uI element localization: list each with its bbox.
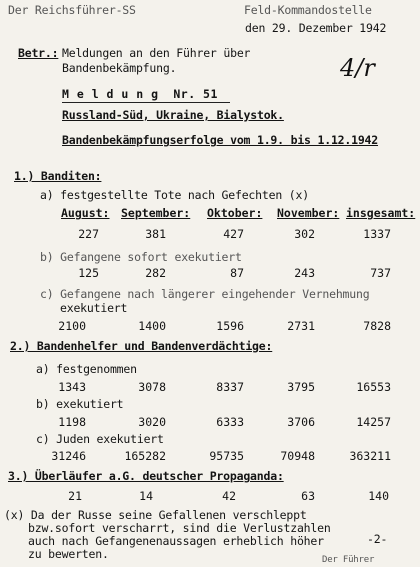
s2c-september: 165282 bbox=[124, 449, 166, 463]
page-number: -2- bbox=[367, 532, 388, 546]
s1a-oktober: 427 bbox=[223, 227, 244, 241]
section-1c-label-1: c) Gefangene nach längerer eingehender Vernehmung bbox=[40, 287, 370, 301]
report-period: Bandenbekämpfungserfolge vom 1.9. bis 1.12.1942 bbox=[62, 133, 379, 147]
s2c-august: 31246 bbox=[51, 449, 86, 463]
s3-september: 14 bbox=[139, 489, 153, 503]
bottom-right-fragment: Der Führer bbox=[322, 555, 375, 565]
s2b-august: 1198 bbox=[58, 415, 86, 429]
column-insgesamt: insgesamt: bbox=[346, 206, 416, 220]
s1b-november: 243 bbox=[294, 266, 315, 280]
s1b-september: 282 bbox=[145, 266, 166, 280]
s1b-oktober: 87 bbox=[230, 266, 244, 280]
s1c-oktober: 1596 bbox=[216, 319, 244, 333]
column-september: September: bbox=[121, 206, 191, 220]
section-1b-label: b) Gefangene sofort exekutiert bbox=[40, 250, 242, 264]
section-1-title: 1.) Banditen: bbox=[14, 169, 102, 183]
s2c-insgesamt: 363211 bbox=[349, 449, 391, 463]
s1a-september: 381 bbox=[145, 227, 166, 241]
report-title-underline bbox=[62, 102, 230, 103]
s1a-august: 227 bbox=[78, 227, 99, 241]
s3-august: 21 bbox=[68, 489, 82, 503]
s2c-oktober: 95735 bbox=[209, 449, 244, 463]
s2a-oktober: 8337 bbox=[216, 380, 244, 394]
section-3-title: 3.) Überläufer a.G. deutscher Propaganda: bbox=[8, 469, 284, 483]
s1b-insgesamt: 737 bbox=[370, 266, 391, 280]
section-1a-label: a) festgestellte Tote nach Gefechten (x) bbox=[40, 188, 309, 202]
column-august: August: bbox=[61, 206, 110, 220]
place-line: Feld-Kommandostelle bbox=[244, 3, 372, 17]
s2a-september: 3078 bbox=[138, 380, 166, 394]
s1c-august: 2100 bbox=[58, 319, 86, 333]
section-1c-label-2: exekutiert bbox=[60, 301, 128, 315]
s1c-september: 1400 bbox=[138, 319, 166, 333]
s3-november: 63 bbox=[301, 489, 315, 503]
subject-line-1: Meldungen an den Führer über bbox=[62, 46, 251, 60]
subject-line-2: Bandenbekämpfung. bbox=[62, 61, 177, 75]
footnote-line-4: zu bewerten. bbox=[28, 547, 109, 561]
s2b-oktober: 6333 bbox=[216, 415, 244, 429]
s3-oktober: 42 bbox=[222, 489, 236, 503]
s1b-august: 125 bbox=[78, 266, 99, 280]
s1a-insgesamt: 1337 bbox=[363, 227, 391, 241]
s2a-august: 1343 bbox=[58, 380, 86, 394]
footnote-line-3: auch nach Gefangenenaussagen erheblich höher bbox=[28, 534, 324, 548]
column-oktober: Oktober: bbox=[207, 206, 263, 220]
report-title: M e l d u n g Nr. 51 bbox=[62, 87, 218, 101]
s2b-september: 3020 bbox=[138, 415, 166, 429]
section-2a-label: a) festgenommen bbox=[36, 362, 137, 376]
s2a-november: 3795 bbox=[287, 380, 315, 394]
subject-label: Betr.: bbox=[18, 46, 59, 60]
s1a-november: 302 bbox=[294, 227, 315, 241]
s2b-insgesamt: 14257 bbox=[356, 415, 391, 429]
s2b-november: 3706 bbox=[287, 415, 315, 429]
sender-line: Der Reichsführer-SS bbox=[8, 3, 136, 17]
section-2c-label: c) Juden exekutiert bbox=[36, 432, 164, 446]
section-2b-label: b) exekutiert bbox=[36, 397, 124, 411]
column-november: November: bbox=[277, 206, 340, 220]
section-2-title: 2.) Bandenhelfer und Bandenverdächtige: bbox=[10, 339, 273, 353]
s1c-insgesamt: 7828 bbox=[363, 319, 391, 333]
report-region: Russland-Süd, Ukraine, Bialystok. bbox=[62, 108, 284, 122]
footnote-line-2: bzw.sofort verscharrt, sind die Verlustzahlen bbox=[28, 521, 331, 535]
date-line: den 29. Dezember 1942 bbox=[245, 21, 387, 35]
handwritten-annotation: 4/r bbox=[340, 54, 375, 82]
s1c-november: 2731 bbox=[287, 319, 315, 333]
footnote-line-1: (x) Da der Russe seine Gefallenen verschleppt bbox=[4, 508, 307, 522]
s3-insgesamt: 140 bbox=[368, 489, 389, 503]
s2a-insgesamt: 16553 bbox=[356, 380, 391, 394]
s2c-november: 70948 bbox=[280, 449, 315, 463]
